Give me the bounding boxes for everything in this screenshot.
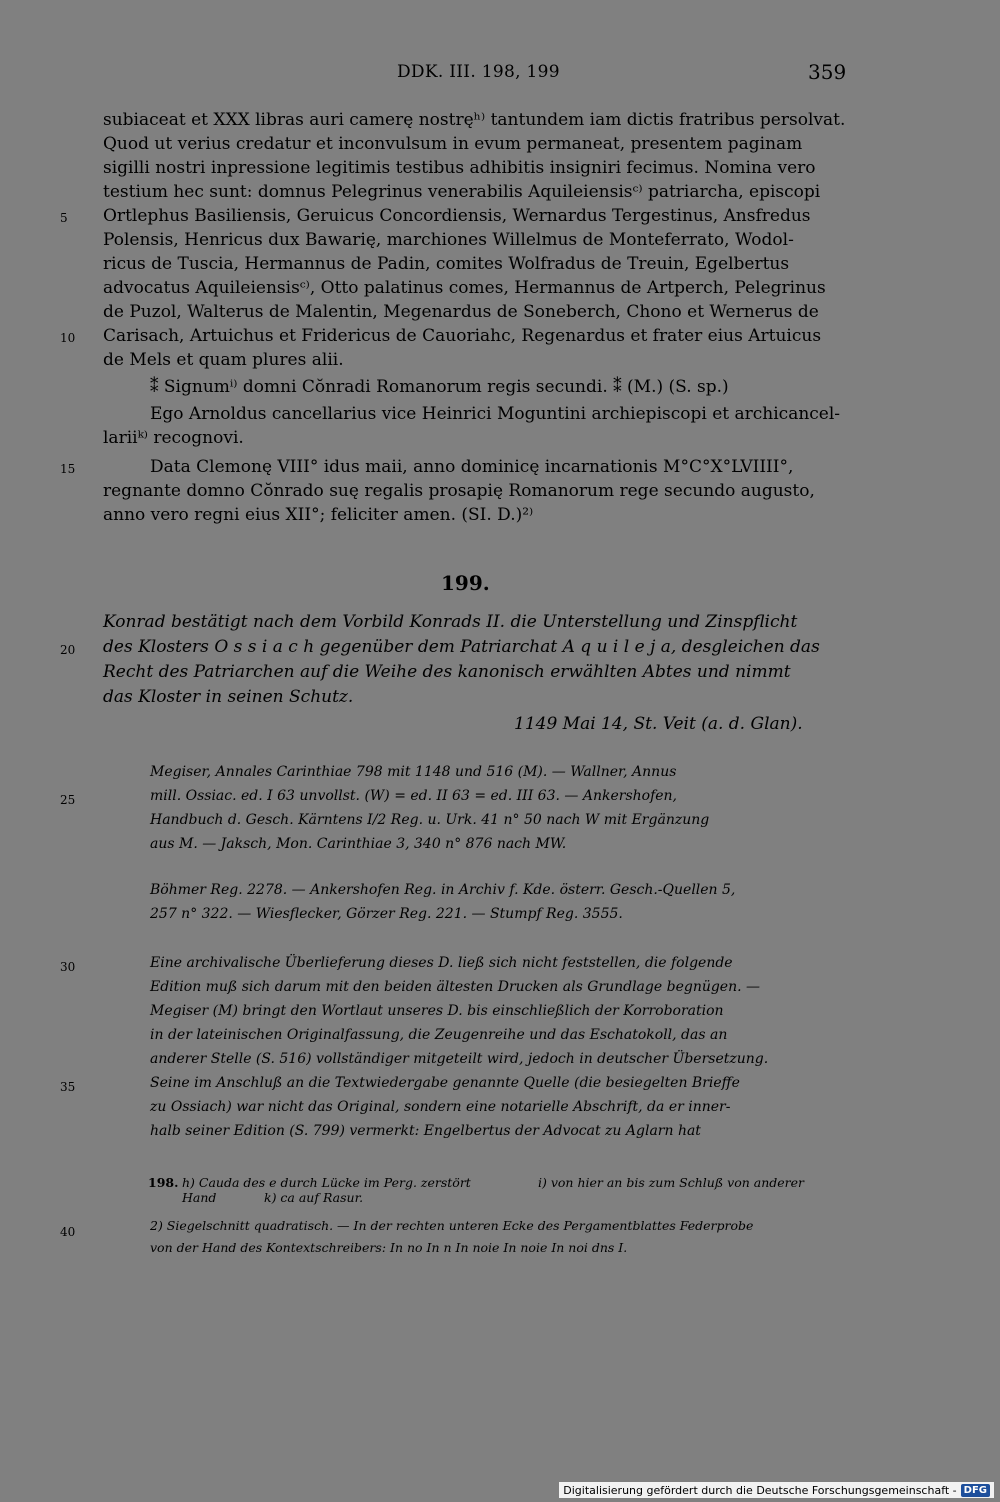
line-number: 10 [60,331,76,345]
footnote-i: i) von hier an bis zum Schluß von anderer [538,1175,805,1190]
line-number: 40 [60,1225,76,1239]
footnote-h: h) Cauda des e durch Lücke im Perg. zerstört [182,1175,471,1190]
body-line: testium hec sunt: domnus Pelegrinus venerabilis Aquileiensisᶜ⁾ patriarcha, episcopi [103,182,821,202]
commentary-line: halb seiner Edition (S. 799) vermerkt: Engelbertus der Advocat zu Aglarn hat [150,1123,701,1139]
line-number: 30 [60,960,76,974]
funding-banner [559,1482,994,1498]
regest-line: das Kloster in seinen Schutz. [103,687,354,707]
commentary-line: anderer Stelle (S. 516) vollständiger mitgeteilt wird, jedoch in deutscher Übersetzung. [150,1051,769,1067]
line-number: 5 [60,211,68,225]
footnote-label: 198. [148,1175,179,1190]
tradition-line: Handbuch d. Gesch. Kärntens I/2 Reg. u. Urk. 41 n° 50 nach W mit Ergänzung [150,812,710,828]
monogram-cross-icon: ⁑ [607,377,628,397]
regest-line: Recht des Patriarchen auf die Weihe des kanonisch erwählten Abtes und nimmt [103,662,791,682]
tradition-line: mill. Ossiac. ed. I 63 unvollst. (W) = ed. II 63 = ed. III 63. — Ankershofen, [150,788,678,804]
regesta-line: Böhmer Reg. 2278. — Ankershofen Reg. in Archiv f. Kde. österr. Gesch.-Quellen 5, [150,882,736,898]
footnote-2: 2) Siegelschnitt quadratisch. — In der rechten unteren Ecke des Pergamentblattes Federprobe [150,1218,754,1233]
commentary-line: zu Ossiach) war nicht das Original, sondern eine notarielle Abschrift, da er inner- [150,1099,731,1115]
signum-line: ⁑ Signumⁱ⁾ domni Cŏnradi Romanorum regis secundi. ⁑ (M.) (S. sp.) [150,377,729,397]
commentary-line: Megiser (M) bringt den Wortlaut unseres D. bis einschließlich der Korroboration [150,1003,724,1019]
body-line: advocatus Aquileiensisᶜ⁾, Otto palatinus comes, Hermannus de Artperch, Pelegrinus [103,278,826,298]
funding-text: Digitalisierung gefördert durch die Deutsche Forschungsgemeinschaft - [563,1483,957,1497]
page-number: 359 [808,60,847,84]
line-number: 15 [60,462,76,476]
commentary-line: Seine im Anschluß an die Textwiedergabe genannte Quelle (die besiegelten Brieffe [150,1075,740,1091]
commentary-line: in der lateinischen Originalfassung, die Zeugenreihe und das Eschatokoll, das an [150,1027,728,1043]
line-number: 35 [60,1080,76,1094]
body-line: de Mels et quam plures alii. [103,350,344,370]
footnote-2-cont: von der Hand des Kontextschreibers: In no In n In noie In noie In noi dns I. [150,1240,628,1255]
dating-line: Data Clemonę VIII° idus maii, anno dominicę incarnationis M°C°X°LVIIII°, [150,457,794,477]
body-line: sigilli nostri inpressione legitimis testibus adhibitis insigniri fecimus. Nomina vero [103,158,816,178]
commentary-line: Eine archivalische Überlieferung dieses D. ließ sich nicht feststellen, die folgende [150,955,733,971]
body-line: ricus de Tuscia, Hermannus de Padin, comites Wolfradus de Treuin, Egelbertus [103,254,790,274]
dating-line: regnante domno Cŏnrado suę regalis prosapię Romanorum rege secundo augusto, [103,481,815,501]
body-line: Polensis, Henricus dux Bawarię, marchiones Willelmus de Monteferrato, Wodol- [103,230,794,250]
body-line: Ortlephus Basiliensis, Geruicus Concordiensis, Wernardus Tergestinus, Ansfredus [103,206,811,226]
regest-line: des Klosters O s s i a c h gegenüber dem Patriarchat A q u i l e j a, desgleichen das [103,637,820,657]
date-place: 1149 Mai 14, St. Veit (a. d. Glan). [514,714,803,734]
footnote-k: k) ca auf Rasur. [264,1190,364,1205]
body-line: Quod ut verius credatur et inconvulsum in evum permaneat, presentem paginam [103,134,803,154]
commentary-line: Edition muß sich darum mit den beiden ältesten Drucken als Grundlage begnügen. — [150,979,761,995]
dating-line: anno vero regni eius XII°; feliciter amen. (SI. D.)²⁾ [103,505,534,525]
document-number: 199. [441,571,490,595]
running-title: DDK. III. 198, 199 [397,62,560,82]
dfg-logo: DFG [961,1484,990,1497]
tradition-line: Megiser, Annales Carinthiae 798 mit 1148 und 516 (M). — Wallner, Annus [150,764,677,780]
regesta-line: 257 n° 322. — Wiesflecker, Görzer Reg. 221. — Stumpf Reg. 3555. [150,906,623,922]
tradition-line: aus M. — Jaksch, Mon. Carinthiae 3, 340 n° 876 nach MW. [150,836,567,852]
recognition-line: Ego Arnoldus cancellarius vice Heinrici Moguntini archiepiscopi et archicancel- [150,404,841,424]
monogram-cross-icon: ⁑ [150,377,164,397]
line-number: 25 [60,793,76,807]
body-line: Carisach, Artuichus et Fridericus de Cauoriahc, Regenardus et frater eius Artuicus [103,326,822,346]
recognition-line: lariiᵏ⁾ recognovi. [103,428,244,448]
regest-line: Konrad bestätigt nach dem Vorbild Konrads II. die Unterstellung und Zinspflicht [103,612,798,632]
line-number: 20 [60,643,76,657]
body-line: subiaceat et XXX libras auri camerę nostręʰ⁾ tantundem iam dictis fratribus persolvat. [103,110,846,130]
body-line: de Puzol, Walterus de Malentin, Megenardus de Soneberch, Chono et Wernerus de [103,302,819,322]
footnote-i-cont: Hand [182,1190,217,1205]
